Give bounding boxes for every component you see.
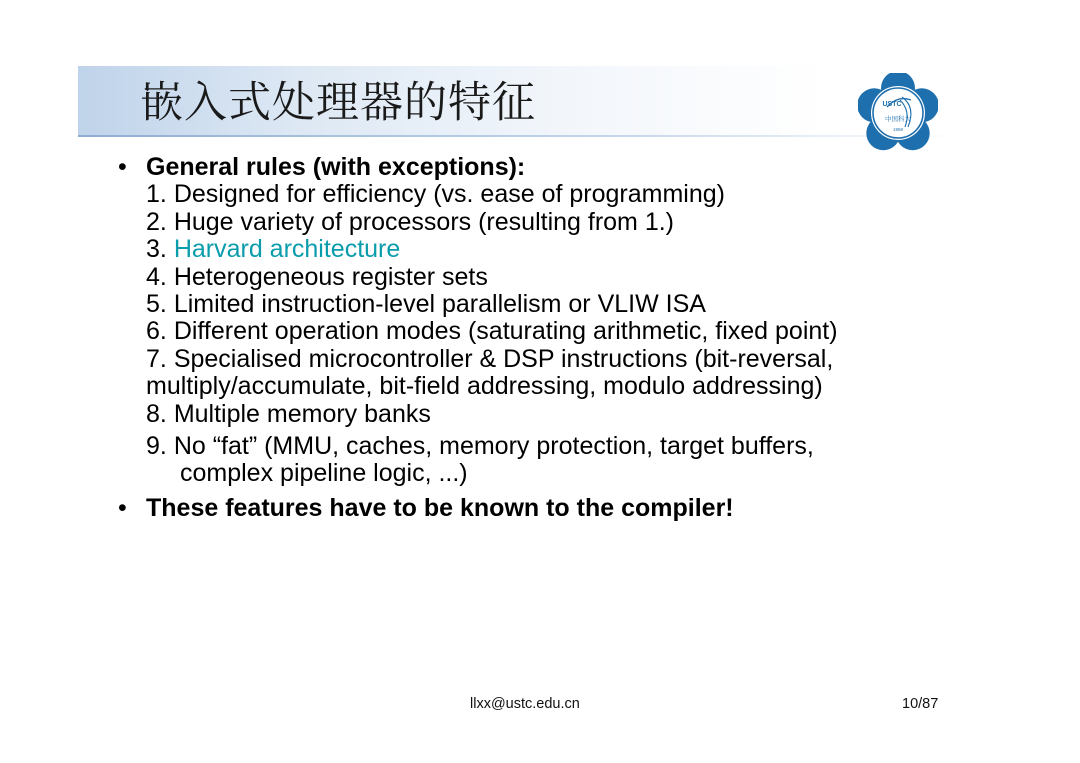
rule-number: 7. bbox=[146, 344, 167, 373]
rule-number: 8. bbox=[146, 399, 167, 428]
rule-text: Multiple memory banks bbox=[173, 399, 431, 428]
rule-number: 5. bbox=[146, 290, 167, 319]
footer-email: llxx@ustc.edu.cn bbox=[470, 696, 580, 712]
rule-item-8 bbox=[146, 401, 988, 428]
slide-title: 嵌入式处理器的特征 bbox=[140, 78, 536, 128]
rule-text: Specialised microcontroller & DSP instructions (bit-reversal, multiply/accumulate, bit-field addressing, modulo addressing) bbox=[146, 344, 834, 401]
rule-item-9 bbox=[146, 433, 988, 460]
rule-number: 3. bbox=[146, 235, 167, 264]
rule-number: 4. bbox=[146, 262, 167, 291]
bullet-conclusion bbox=[108, 495, 988, 522]
rule-number: 1. bbox=[146, 180, 167, 209]
rule-number: 6. bbox=[146, 317, 167, 346]
rule-number: 2. bbox=[146, 207, 167, 236]
rule-text: complex pipeline logic, ...) bbox=[180, 459, 468, 488]
rule-item-7 bbox=[146, 346, 936, 401]
rule-text: Limited instruction-level parallelism or VLIW ISA bbox=[173, 290, 706, 319]
logo-subtext: 中国科大 bbox=[885, 115, 911, 123]
title-divider bbox=[78, 135, 958, 137]
page-number: 10/87 bbox=[902, 696, 939, 712]
rule-text: Designed for efficiency (vs. ease of programming) bbox=[173, 180, 725, 209]
rule-text: Heterogeneous register sets bbox=[173, 262, 488, 291]
rule-text-highlighted: Harvard architecture bbox=[173, 235, 401, 264]
rule-number: 9. bbox=[146, 432, 167, 461]
bullet-dot: • bbox=[118, 153, 127, 181]
rule-item-9-continuation bbox=[146, 460, 988, 487]
rule-item-5 bbox=[146, 291, 988, 318]
rule-item-1 bbox=[146, 181, 988, 208]
logo-text: USTC bbox=[882, 101, 902, 108]
slide-body bbox=[108, 154, 988, 522]
rule-text: Different operation modes (saturating arithmetic, fixed point) bbox=[173, 317, 838, 346]
rule-item-3 bbox=[146, 236, 988, 263]
section-heading: General rules (with exceptions): bbox=[146, 153, 526, 181]
bullet-general-rules bbox=[108, 154, 988, 181]
bullet-dot: • bbox=[118, 493, 127, 522]
rules-list bbox=[108, 181, 988, 487]
rule-text: No “fat” (MMU, caches, memory protection, target buffers, bbox=[173, 432, 814, 461]
rule-text: Huge variety of processors (resulting from 1.) bbox=[173, 207, 674, 236]
rule-item-4 bbox=[146, 264, 988, 291]
ustc-logo-icon bbox=[858, 73, 938, 153]
logo-year: 1958 bbox=[892, 127, 904, 132]
rule-item-6 bbox=[146, 318, 936, 345]
rule-item-2 bbox=[146, 209, 988, 236]
conclusion-text: These features have to be known to the compiler! bbox=[146, 493, 734, 522]
